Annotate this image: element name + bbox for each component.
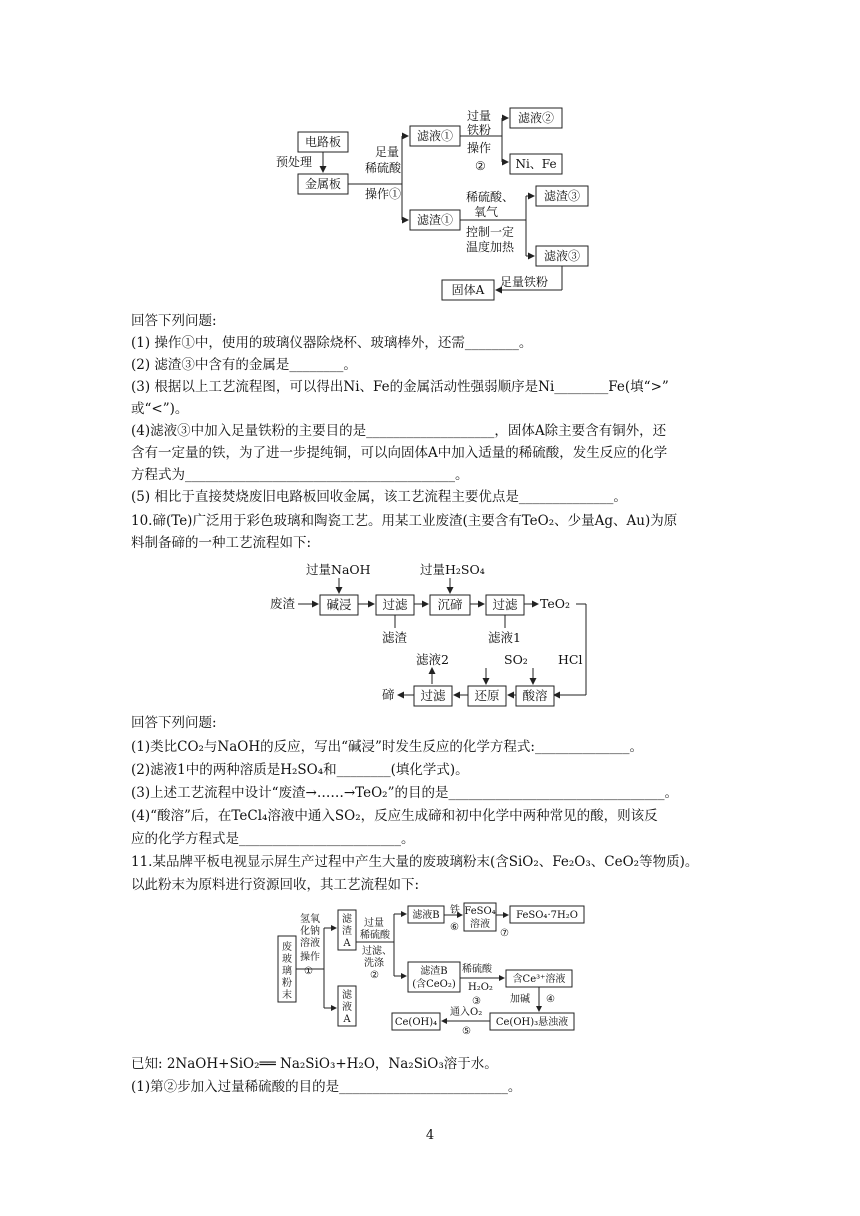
box-alkali-leach: 碱浸 xyxy=(326,597,352,612)
q10-q1: (1)类比CO₂与NaOH的反应，写出“碱浸”时发生反应的化学方程式:______________。 xyxy=(131,739,643,755)
flowchart-circuit-board xyxy=(262,100,602,310)
label-base: 加碱 xyxy=(510,994,530,1005)
q9-line-6: 含有一定量的铁，为了进一步提纯铜，可以向固体A中加入适量的稀硫酸，发生反应的化学 xyxy=(131,445,668,461)
box-metal-plate: 金属板 xyxy=(304,177,342,191)
box-filtrate-2: 滤液② xyxy=(517,111,555,125)
box-filter-1: 过滤 xyxy=(382,597,408,612)
label-acid-3: 过滤、 xyxy=(362,946,392,957)
waste-glass-char: 玻 xyxy=(282,954,292,965)
q10-q4b: 应的化学方程式是________________________。 xyxy=(131,831,415,847)
label-naoh-5: ① xyxy=(304,966,313,977)
box-feso4-crystal: FeSO₄·7H₂O xyxy=(516,910,578,921)
q10-q4a: (4)“酸溶”后，在TeCl₄溶液中通入SO₂，反应生成碲和初中化学中两种常见的酸，则该反 xyxy=(131,808,658,824)
label-iron-1: 过量 xyxy=(467,109,492,123)
label-acid-o2-2: 氧气 xyxy=(474,205,499,219)
q9-line-7: 方程式为________________________________________。 xyxy=(131,467,469,483)
feso4-2: 溶液 xyxy=(470,919,490,930)
box-solid-a: 固体A xyxy=(451,283,485,297)
label-o2: 通入O₂ xyxy=(450,1007,483,1018)
box-ni-fe: Ni、Fe xyxy=(515,157,557,171)
label-step-3: ③ xyxy=(472,996,481,1007)
q11-line-1: 11.某品牌平板电视显示屏生产过程中产生大量的废玻璃粉末(含SiO₂、Fe₂O₃、CeO₂等物质)。 xyxy=(131,854,699,870)
box-ce3-solution: 含Ce³⁺溶液 xyxy=(512,974,566,985)
label-iron-3: 操作 xyxy=(467,141,492,155)
filtrate-a-3: A xyxy=(343,1014,351,1025)
label-residue: 滤渣 xyxy=(382,630,408,645)
box-filtrate-b: 滤液B xyxy=(412,910,440,921)
label-h2so4: 过量H₂SO₄ xyxy=(420,562,485,577)
label-iron: 铁 xyxy=(450,905,460,916)
label-iron-2: 铁粉 xyxy=(467,123,492,137)
box-precipitate-te: 沉碲 xyxy=(437,597,463,612)
box-ceoh3: Ce(OH)₃悬浊液 xyxy=(495,1017,569,1028)
label-naoh-4: 操作 xyxy=(300,952,320,963)
q11-line-2: 以此粉末为原料进行资源回收，其工艺流程如下: xyxy=(131,877,420,893)
label-so2: SO₂ xyxy=(504,652,528,667)
box-filter-3: 过滤 xyxy=(420,688,446,703)
label-h2o2: H₂O₂ xyxy=(468,982,493,993)
label-filtrate-1: 滤液1 xyxy=(488,630,521,645)
label-acid-4: 洗涤 xyxy=(364,958,384,969)
filtrate-a-1: 滤 xyxy=(342,990,352,1001)
residue-a-1: 滤 xyxy=(342,914,352,925)
label-iron-powder: 足量铁粉 xyxy=(500,275,549,289)
waste-glass-char: 粉 xyxy=(282,978,292,989)
box-filter-2: 过滤 xyxy=(492,597,518,612)
filtrate-a-2: 液 xyxy=(342,1002,352,1013)
q11-known: 已知: 2NaOH+SiO₂══ Na₂SiO₃+H₂O，Na₂SiO₃溶于水。 xyxy=(131,1056,498,1072)
label-naoh-2: 化钠 xyxy=(300,926,320,937)
label-dil-acid: 稀硫酸 xyxy=(462,964,492,975)
q9-line-2: (2) 滤渣③中含有的金属是________。 xyxy=(131,357,357,373)
residue-a-2: 渣 xyxy=(342,926,352,937)
q9-line-1: (1) 操作①中，使用的玻璃仪器除烧杯、玻璃棒外，还需________。 xyxy=(131,335,533,351)
feso4-1: FeSO₄ xyxy=(464,906,496,917)
box-filtrate-3: 滤液③ xyxy=(543,249,581,263)
label-step-4: ④ xyxy=(546,994,555,1005)
q10-q3: (3)上述工艺流程中设计“废渣→……→TeO₂”的目的是________________________________。 xyxy=(131,785,678,801)
box-acid-dissolve: 酸溶 xyxy=(522,688,548,703)
label-acid-2: 稀硫酸 xyxy=(360,930,390,941)
box-ceoh4: Ce(OH)₄ xyxy=(394,1017,438,1028)
label-acid-o2-1: 稀硫酸、 xyxy=(466,190,515,204)
label-step-6: ⑥ xyxy=(450,922,459,933)
box-circuit-board: 电路板 xyxy=(304,135,342,149)
q10-line-1: 10.碲(Te)广泛用于彩色玻璃和陶瓷工艺。用某工业废渣(主要含有TeO₂、少量Ag、Au)为原 xyxy=(131,513,678,529)
box-residue-1: 滤渣① xyxy=(416,213,454,227)
label-heat-1: 控制一定 xyxy=(466,225,515,239)
residue-b-2: (含CeO₂) xyxy=(412,979,456,990)
label-hcl: HCl xyxy=(558,652,583,667)
box-residue-3: 滤渣③ xyxy=(543,189,581,203)
label-pretreat: 预处理 xyxy=(276,155,313,169)
q10-line-2: 料制备碲的一种工艺流程如下: xyxy=(131,535,312,551)
label-filtrate-2: 滤液2 xyxy=(416,652,449,667)
label-step-7: ⑦ xyxy=(500,928,509,939)
box-waste-glass xyxy=(282,940,292,1001)
waste-glass-char: 璃 xyxy=(282,966,292,977)
q10-intro: 回答下列问题: xyxy=(131,715,217,731)
label-acid-5: ② xyxy=(370,970,379,981)
q10-q2: (2)滤液1中的两种溶质是H₂SO₄和________(填化学式)。 xyxy=(131,762,469,778)
residue-a-3: A xyxy=(343,938,351,949)
label-step-5: ⑤ xyxy=(462,1026,471,1037)
label-op1: 操作① xyxy=(365,187,402,201)
waste-glass-char: 废 xyxy=(282,942,292,953)
label-acid-2: 稀硫酸 xyxy=(365,161,402,175)
q11-q1: (1)第②步加入过量稀硫酸的目的是_________________________。 xyxy=(131,1079,522,1095)
q9-line-5: (4)滤液③中加入足量铁粉的主要目的是___________________，固体A除主要含有铜外，还 xyxy=(131,423,667,439)
label-waste: 废渣 xyxy=(270,596,296,611)
waste-glass-char: 末 xyxy=(282,990,292,1001)
label-naoh-1: 氢氧 xyxy=(300,914,320,925)
label-naoh: 过量NaOH xyxy=(306,562,371,577)
label-heat-2: 温度加热 xyxy=(466,240,515,254)
label-naoh-3: 溶液 xyxy=(300,938,320,949)
page-number: 4 xyxy=(425,1128,435,1143)
flowchart-waste-glass xyxy=(276,900,606,1038)
label-iron-4: ② xyxy=(475,159,486,173)
box-filtrate-1: 滤液① xyxy=(416,129,454,143)
flowchart-tellurium xyxy=(264,560,604,710)
q9-line-3: (3) 根据以上工艺流程图，可以得出Ni、Fe的金属活动性强弱顺序是Ni________Fe(填“>” xyxy=(131,379,669,395)
box-reduction: 还原 xyxy=(474,688,500,703)
label-acid-1: 足量 xyxy=(375,145,400,159)
label-teo2: TeO₂ xyxy=(540,596,571,611)
q9-intro: 回答下列问题: xyxy=(131,313,217,329)
q9-line-8: (5) 相比于直接焚烧废旧电路板回收金属，该工艺流程主要优点是______________。 xyxy=(131,489,627,505)
label-tellurium: 碲 xyxy=(382,687,395,702)
residue-b-1: 滤渣B xyxy=(420,966,448,977)
label-acid-1: 过量 xyxy=(364,918,384,929)
q9-line-4: 或“<”)。 xyxy=(131,401,189,417)
